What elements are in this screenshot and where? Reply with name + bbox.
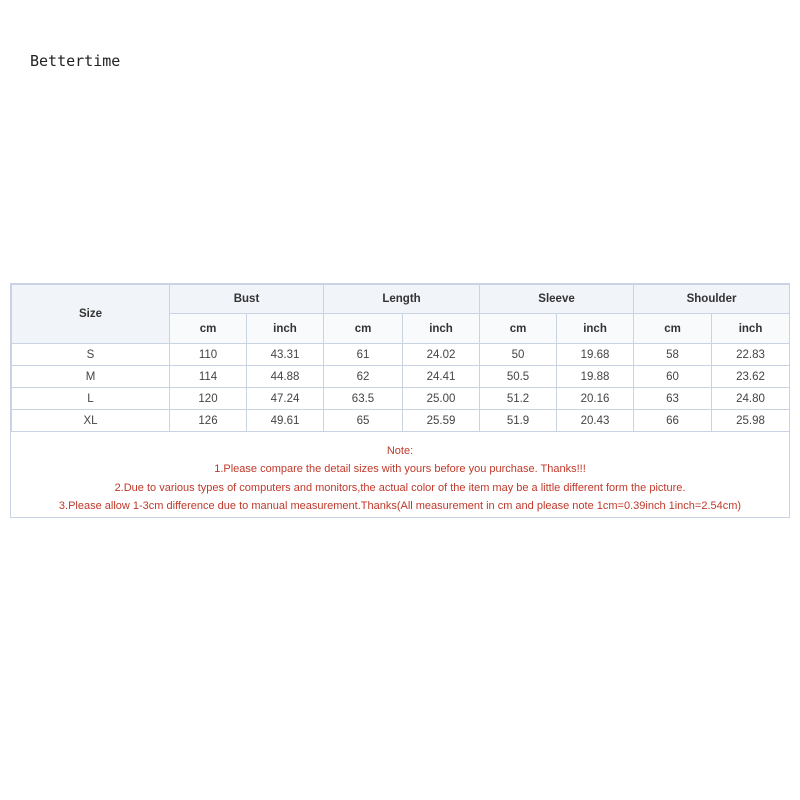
sleeve-inch-cell: 20.16 bbox=[557, 388, 634, 410]
shoulder-inch-cell: 23.62 bbox=[712, 366, 790, 388]
shoulder-cm-cell: 63 bbox=[634, 388, 712, 410]
size-cell: L bbox=[12, 388, 170, 410]
shoulder-cm-cell: 66 bbox=[634, 410, 712, 432]
unit-cm-header: cm bbox=[324, 314, 403, 344]
bust-inch-cell: 44.88 bbox=[247, 366, 324, 388]
unit-cm-header: cm bbox=[480, 314, 557, 344]
group-header-row bbox=[12, 285, 790, 314]
note-line: 1.Please compare the detail sizes with yours before you purchase. Thanks!!! bbox=[214, 463, 586, 476]
size-cell: S bbox=[12, 344, 170, 366]
length-inch-cell: 25.00 bbox=[403, 388, 480, 410]
sleeve-inch-cell: 19.68 bbox=[557, 344, 634, 366]
bust-header: Bust bbox=[170, 285, 324, 314]
unit-cm-header: cm bbox=[170, 314, 247, 344]
shoulder-inch-cell: 25.98 bbox=[712, 410, 790, 432]
size-cell: M bbox=[12, 366, 170, 388]
size-chart bbox=[10, 283, 790, 518]
brand-name: Bettertime bbox=[30, 52, 121, 70]
size-header: Size bbox=[12, 285, 170, 344]
table-row bbox=[12, 410, 790, 432]
length-inch-cell: 25.59 bbox=[403, 410, 480, 432]
size-table bbox=[11, 284, 790, 432]
sleeve-cm-cell: 51.9 bbox=[480, 410, 557, 432]
bust-cm-cell: 126 bbox=[170, 410, 247, 432]
length-cm-cell: 62 bbox=[324, 366, 403, 388]
sleeve-inch-cell: 20.43 bbox=[557, 410, 634, 432]
shoulder-inch-cell: 24.80 bbox=[712, 388, 790, 410]
bust-cm-cell: 110 bbox=[170, 344, 247, 366]
table-row bbox=[12, 366, 790, 388]
note-line: 2.Due to various types of computers and monitors,the actual color of the item may be a little different form the picture. bbox=[114, 481, 686, 494]
unit-cm-header: cm bbox=[634, 314, 712, 344]
unit-inch-header: inch bbox=[712, 314, 790, 344]
sleeve-cm-cell: 51.2 bbox=[480, 388, 557, 410]
unit-inch-header: inch bbox=[557, 314, 634, 344]
sleeve-header: Sleeve bbox=[480, 285, 634, 314]
unit-inch-header: inch bbox=[403, 314, 480, 344]
sleeve-inch-cell: 19.88 bbox=[557, 366, 634, 388]
bust-inch-cell: 47.24 bbox=[247, 388, 324, 410]
shoulder-inch-cell: 22.83 bbox=[712, 344, 790, 366]
bust-cm-cell: 114 bbox=[170, 366, 247, 388]
length-inch-cell: 24.41 bbox=[403, 366, 480, 388]
size-cell: XL bbox=[12, 410, 170, 432]
bust-inch-cell: 49.61 bbox=[247, 410, 324, 432]
length-header: Length bbox=[324, 285, 480, 314]
bust-inch-cell: 43.31 bbox=[247, 344, 324, 366]
bust-cm-cell: 120 bbox=[170, 388, 247, 410]
note-line: 3.Please allow 1-3cm difference due to manual measurement.Thanks(All measurement in cm and please note 1cm=0.39inch 1inch=2.54cm) bbox=[58, 499, 742, 512]
shoulder-cm-cell: 60 bbox=[634, 366, 712, 388]
sleeve-cm-cell: 50.5 bbox=[480, 366, 557, 388]
shoulder-header: Shoulder bbox=[634, 285, 790, 314]
table-row bbox=[12, 344, 790, 366]
length-cm-cell: 61 bbox=[324, 344, 403, 366]
table-row bbox=[12, 388, 790, 410]
length-inch-cell: 24.02 bbox=[403, 344, 480, 366]
size-notes bbox=[11, 442, 789, 515]
length-cm-cell: 63.5 bbox=[324, 388, 403, 410]
note-title: Note: bbox=[386, 445, 414, 457]
length-cm-cell: 65 bbox=[324, 410, 403, 432]
unit-inch-header: inch bbox=[247, 314, 324, 344]
shoulder-cm-cell: 58 bbox=[634, 344, 712, 366]
sleeve-cm-cell: 50 bbox=[480, 344, 557, 366]
